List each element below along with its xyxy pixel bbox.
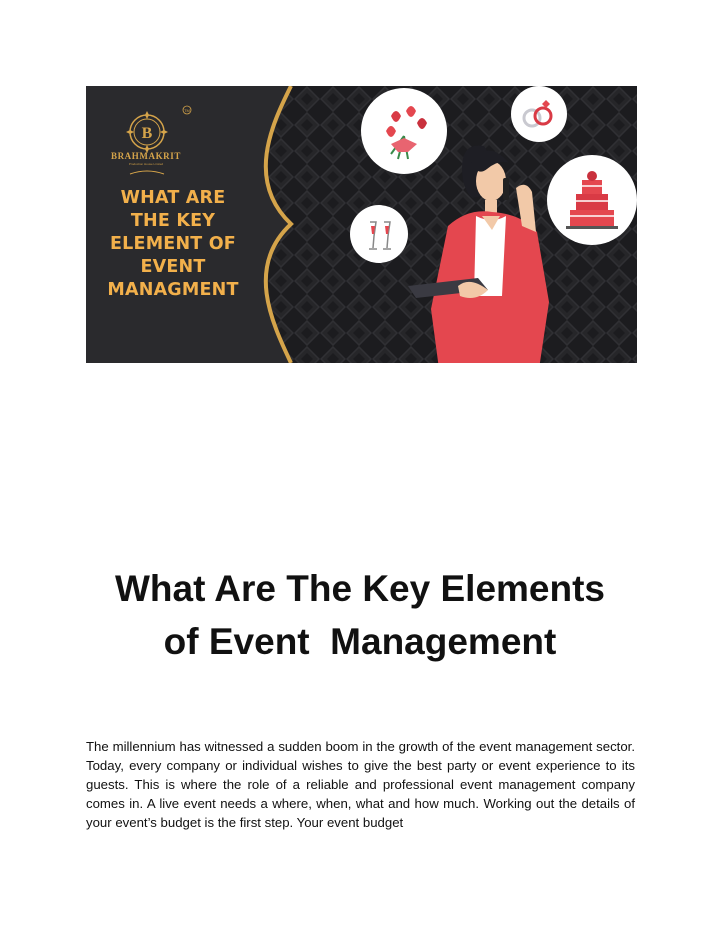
champagne-glasses-icon (350, 205, 408, 263)
wedding-rings-icon (511, 86, 567, 142)
wedding-cake-icon (547, 155, 637, 245)
brand-name: BRAHMAKRIT (110, 151, 181, 161)
brand-tagline: Production House Limited (128, 162, 164, 166)
intro-paragraph: The millennium has witnessed a sudden boom in the growth of the event management sector. Today, every company or individual wishes to give the best party or event experience to its guests. This is where the role of a reliable and professional event management company comes in. A live event needs a where, when, what and how much. Working out the details of your event’s budget is the first step. Your event budget (86, 739, 635, 830)
trademark-mark: TM (184, 108, 190, 113)
banner-headline (98, 187, 248, 302)
brand-initial: B (141, 125, 153, 142)
banner-headline-line: EVENT (140, 257, 206, 277)
document-title-line-2: of Event Management (163, 621, 557, 662)
document-title-line-1: What Are The Key Elements (114, 568, 606, 609)
tulip-bouquet-icon (361, 88, 447, 174)
document-title (60, 562, 660, 668)
banner-headline-line: THE KEY (130, 211, 216, 231)
hero-banner (86, 86, 637, 363)
banner-headline-line: WHAT ARE (120, 188, 226, 208)
banner-headline-line: ELEMENT OF (110, 234, 236, 254)
banner-headline-line: MANAGMENT (107, 280, 239, 300)
